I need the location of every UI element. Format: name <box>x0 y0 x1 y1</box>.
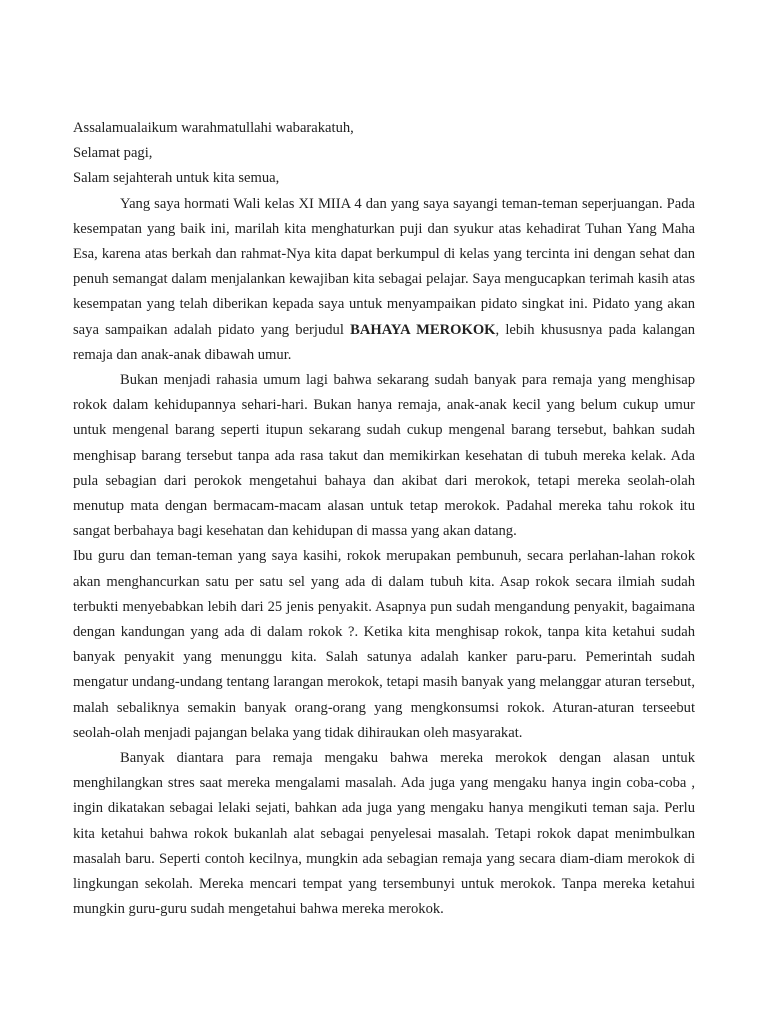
paragraph-opening <box>73 192 695 368</box>
greeting-pagi: Selamat pagi, <box>73 145 153 162</box>
document-page <box>73 116 695 923</box>
greeting-sejahtera: Salam sejahterah untuk kita semua, <box>73 170 280 187</box>
greeting-salam: Assalamualaikum warahmatullahi wabarakatuh, <box>73 120 354 136</box>
opening-text: Yang saya hormati Wali kelas XI MIIA 4 dan yang saya sayangi teman-teman seperjuangan. Pada kesempatan yang baik ini, marilah kita menghaturkan puji dan syukur atas kehadirat Tuhan Yang Maha Esa, karena atas berkah dan rahmat-Nya kita dapat berkumpul di kelas yang tercinta ini dengan sehat dan penuh semangat dalam menjalankan kewajiban kita sebagai pelajar. Saya mengucapkan terimah kasih atas kesempatan yang telah diberikan kepada saya untuk menyampaikan pidato singkat ini. Pidato yang akan saya sampaikan adalah pidato yang berjudul <box>73 195 695 338</box>
opening-text-end: , lebih khususnya pada kalangan remaja dan anak-anak dibawah umur. <box>73 321 696 363</box>
paragraph-fact: Bukan menjadi rahasia umum lagi bahwa sekarang sudah banyak para remaja yang menghisap rokok dalam kehidupannya sehari-hari. Bukan hanya remaja, anak-anak kecil yang belum cukup umur untuk mengenal barang seperti itupun sekarang sudah cukup mengenal barang tersebut, bahkan sudah menghisap barang tersebut tanpa ada rasa takut dan memikirkan kesehatan di tubuh mereka kelak. Ada pula sebagian dari perokok mengetahui bahaya dan akibat dari merokok, tetapi mereka seolah-olah menutup mata dengan bermacam-macam alasan untuk tetap merokok. Padahal mereka tahu rokok itu sangat berbahaya bagi kesehatan dan kehidupan di massa yang akan datang. <box>73 372 695 540</box>
paragraph-reasons: Banyak diantara para remaja mengaku bahwa mereka merokok dengan alasan untuk menghilangkan stres saat mereka mengalami masalah. Ada juga yang mengaku hanya ingin coba-coba , ingin dikatakan sebagai lelaki sejati, bahkan ada juga yang mengaku hanya mengikuti teman saja. Perlu kita ketahui bahwa rokok bukanlah alat sebagai penyelesai masalah. Tetapi rokok dapat menimbulkan masalah baru. Seperti contoh kecilnya, mungkin ada sebagian remaja yang secara diam-diam merokok di lingkungan sekolah. Mereka mencari tempat yang tersembunyi untuk merokok. Tanpa mereka ketahui mungkin guru-guru sudah mengetahui bahwa mereka merokok. <box>73 750 695 918</box>
speech-title: BAHAYA MEROKOK <box>350 321 496 338</box>
paragraph-danger: Ibu guru dan teman-teman yang saya kasihi, rokok merupakan pembunuh, secara perlahan-lahan rokok akan menghancurkan satu per satu sel yang ada di dalam tubuh kita. Asap rokok secara ilmiah sudah terbukti menyebabkan lebih dari 25 jenis penyakit. Asapnya pun sudah mengandung penyakit, bagaimana dengan kandungan yang ada di dalam rokok ?. Ketika kita menghisap rokok, tanpa kita ketahui sudah banyak penyakit yang menunggu kita. Salah satunya adalah kanker paru-paru. Pemerintah sudah mengatur undang-undang tentang larangan merokok, tetapi masih banyak yang melanggar aturan tersebut, malah sebaliknya semakin banyak orang-orang yang mengkonsumsi rokok. Aturan-aturan terseebut seolah-olah menjadi pajangan belaka yang tidak dihiraukan oleh masyarakat. <box>73 548 695 741</box>
